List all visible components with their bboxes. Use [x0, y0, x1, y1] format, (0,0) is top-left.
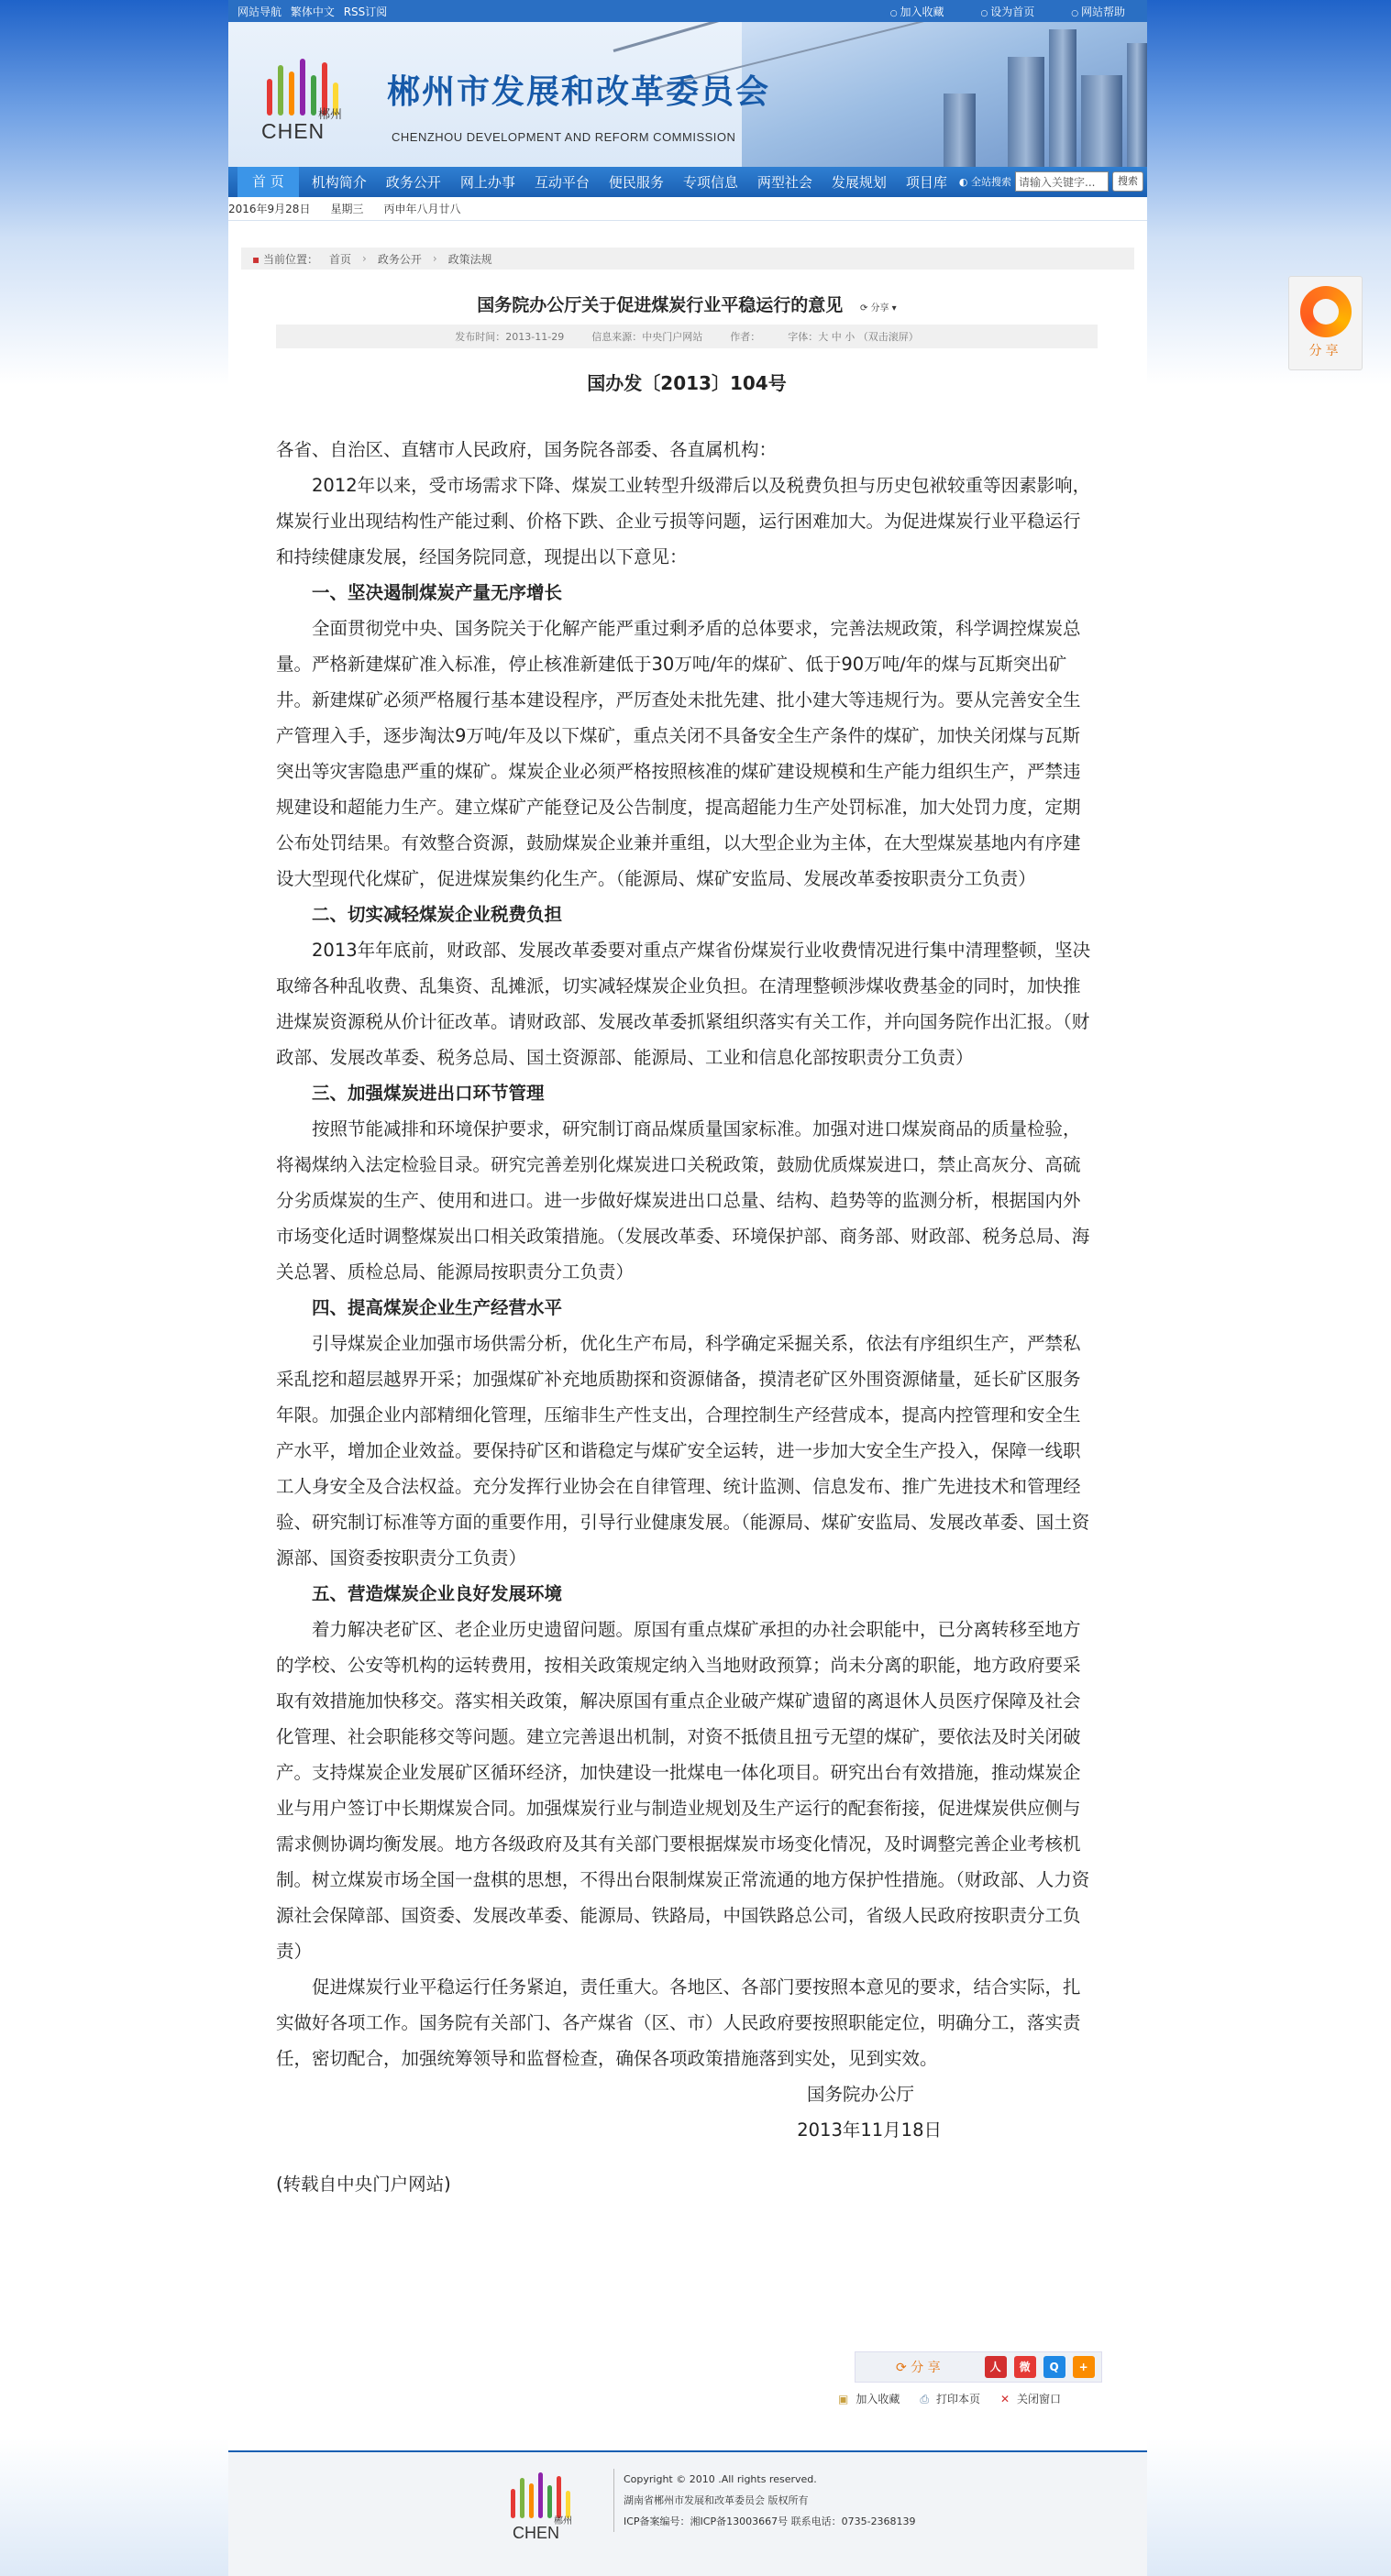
nav-about[interactable]: 机构简介: [311, 174, 367, 191]
meta-source: 信息来源：中央门户网站: [591, 331, 703, 343]
footer-logo-city: 郴州: [554, 2516, 572, 2526]
section-heading-5: 五、营造煤炭企业良好发展环境: [312, 1583, 563, 1604]
signer: 国务院办公厅: [806, 2084, 914, 2105]
tool-print[interactable]: ⎙ 打印本页: [920, 2393, 980, 2405]
banner-building: [1127, 43, 1147, 167]
header-banner: [228, 22, 1147, 167]
star-icon: ▣: [838, 2393, 849, 2405]
floating-share-label: 分享: [1308, 344, 1342, 358]
paragraph-4: 引导煤炭企业加强市场供需分析，优化生产布局，科学确定采掘关系，依法有序组织生产，严禁私采乱挖和超层越界开采；加强煤矿补充地质勘探和资源储备，摸清老矿区外围资源储量，延长矿区服务年限。加强企业内部精细化管理，压缩非生产性支出，合理控制生产经营成本，提高内控管理和安全生产水平，增加企业效益。要保持矿区和谐稳定与煤矿安全运转，进一步加大安全生产投入，保障一线职工人身安全及合法权益。充分发挥行业协会在自律管理、统计监测、信息发布、推广先进技术和管理经验、研究制订标准等方面的重要作用，引导行业健康发展。（能源局、煤矿安监局、发展改革委、国土资源部、国资委按职责分工负责）: [276, 1333, 1090, 1569]
nav-interaction[interactable]: 互动平台: [534, 174, 590, 191]
link-add-favorite[interactable]: ○ 加入收藏: [890, 4, 944, 19]
article-title: 国务院办公厅关于促进煤炭行业平稳运行的意见 ⟳ 分享 ▾: [477, 295, 897, 315]
nav-home[interactable]: 首 页: [237, 167, 299, 197]
breadcrumb-label: ▪ 当前位置：: [252, 252, 318, 266]
share-qq-icon[interactable]: Q: [1043, 2356, 1065, 2378]
top-right-links: [890, 4, 1138, 19]
tool-add-favorite[interactable]: ▣ 加入收藏: [838, 2393, 900, 2405]
breadcrumb-separator-icon: ›: [432, 252, 437, 265]
site-container: [228, 0, 1147, 2576]
title-share-button[interactable]: ⟳ 分享 ▾: [859, 303, 897, 314]
sign-date: 2013年11月18日: [797, 2119, 942, 2141]
link-help[interactable]: ○ 网站帮助: [1071, 4, 1125, 19]
nav-gov-affairs[interactable]: 政务公开: [385, 174, 441, 191]
meta-author: 作者：: [730, 331, 761, 343]
share-more-icon[interactable]: +: [1073, 2356, 1095, 2378]
nav-planning[interactable]: 发展规划: [831, 174, 887, 191]
search-label: ◐ 全站搜索: [958, 176, 1011, 188]
link-rss[interactable]: RSS订阅: [343, 5, 388, 18]
site-subtitle: CHENZHOU DEVELOPMENT AND REFORM COMMISSION: [392, 130, 736, 144]
paragraph-3: 按照节能减排和环境保护要求，研究制订商品煤质量国家标准。加强对进口煤炭商品的质量检验，将褐煤纳入法定检验目录。研究完善差别化煤炭进口关税政策，鼓励优质煤炭进口，禁止高灰分、高硫分劣质煤炭的生产、使用和进口。进一步做好煤炭进出口总量、结构、趋势等的监测分析，根据国内外市场变化适时调整煤炭出口相关政策措施。（发展改革委、环境保护部、商务部、财政部、税务总局、海关总署、质检总局、能源局按职责分工负责）: [276, 1118, 1090, 1282]
banner-building: [1081, 75, 1122, 167]
breadcrumb-home[interactable]: 首页: [328, 252, 351, 266]
section-heading-4: 四、提高煤炭企业生产经营水平: [312, 1297, 563, 1318]
banner-building: [944, 94, 976, 167]
banner-building: [1008, 57, 1044, 167]
date-bar: [228, 197, 1147, 221]
section-heading-3: 三、加强煤炭进出口环节管理: [312, 1083, 545, 1104]
article-body: [276, 432, 1098, 2202]
footer-copyright: Copyright © 2010 .All rights reserved.: [624, 2473, 817, 2485]
footer-text: [613, 2469, 916, 2532]
meta-date: 发布时间：2013-11-29: [455, 331, 565, 343]
site-logo[interactable]: [261, 59, 362, 150]
share-bar: [855, 2351, 1102, 2383]
nav-projects[interactable]: 项目库: [905, 174, 947, 191]
paragraph-5: 着力解决老矿区、老企业历史遗留问题。原国有重点煤矿承担的办社会职能中，已分离转移至地方的学校、公安等机构的运转费用，按相关政策规定纳入当地财政预算；尚未分离的职能，地方政府要采取有效措施加快移交。落实相关政策，解决原国有重点企业破产煤矿遗留的离退休人员医疗保障及社会化管理、社会职能移交等问题。建立完善退出机制，对资不抵债且扭亏无望的煤矿，要依法及时关闭破产。支持煤炭企业发展矿区循环经济，加快建设一批煤电一体化项目。研究出台有效措施，推动煤炭企业与用户签订中长期煤炭合同。加强煤炭行业与制造业规划及生产运行的配套衔接，促进煤炭供应侧与需求侧协调均衡发展。地方各级政府及其有关部门要根据煤炭市场变化情况，及时调整完善企业考核机制。树立煤炭市场全国一盘棋的思想，不得出台限制煤炭正常流通的地方保护性措施。（财政部、人力资源社会保障部、国资委、发展改革委、能源局、铁路局，中国铁路总公司，省级人民政府按职责分工负责）: [276, 1619, 1090, 1962]
salutation: 各省、自治区、直辖市人民政府，国务院各部委、各直属机构：: [276, 439, 778, 460]
section-heading-2: 二、切实减轻煤炭企业税费负担: [312, 904, 563, 925]
footer-logo-bars-icon: [511, 2472, 584, 2518]
location-icon: ▪: [252, 252, 260, 266]
nav-online-services[interactable]: 网上办事: [459, 174, 515, 191]
top-left-links: [237, 4, 392, 19]
lunar-date: 丙申年八月廿八: [383, 203, 461, 215]
footer-logo: [503, 2472, 595, 2544]
paragraph-2: 2013年年底前，财政部、发展改革委要对重点产煤省份煤炭行业收费情况进行集中清理整顿，坚决取缔各种乱收费、乱集资、乱摊派，切实减轻煤炭企业负担。在清理整顿涉煤收费基金的同时，加快推进煤炭资源税从价计征改革。请财政部、发展改革委抓紧组织落实有关工作，并向国务院作出汇报。（财政部、发展改革委、税务总局、国土资源部、能源局、工业和信息化部按职责分工负责）: [276, 940, 1091, 1068]
paragraph-intro: 2012年以来，受市场需求下降、煤炭工业转型升级滞后以及税费负担与历史包袱较重等因素影响，煤炭行业出现结构性产能过剩、价格下跌、企业亏损等问题，运行困难加大。为促进煤炭行业平稳运行和持续健康发展，经国务院同意，现提出以下意见：: [276, 475, 1091, 567]
repost-note: (转载自中央门户网站): [276, 2174, 451, 2195]
search-button[interactable]: 搜索: [1112, 171, 1143, 192]
share-button[interactable]: ⟳ 分 享: [896, 2361, 941, 2375]
site-title: 郴州市发展和改革委员会: [387, 73, 771, 111]
link-traditional[interactable]: 繁体中文: [290, 5, 335, 18]
site-search: [959, 171, 1143, 192]
breadcrumb: [241, 248, 1134, 270]
banner-building: [1049, 29, 1076, 167]
floating-share-button[interactable]: [1288, 276, 1363, 370]
article: [276, 292, 1098, 2202]
share-renren-icon[interactable]: 人: [985, 2356, 1007, 2378]
current-date: 2016年9月28日: [228, 203, 311, 215]
logo-city: 郴州: [318, 108, 343, 122]
share-weibo-icon[interactable]: 微: [1014, 2356, 1036, 2378]
paragraph-closing: 促进煤炭行业平稳运行任务紧迫，责任重大。各地区、各部门要按照本意见的要求，结合实际，扎实做好各项工作。国务院有关部门、各产煤省（区、市）人民政府要按照职能定位，明确分工，落实责任，密切配合，加强统筹领导和监督检查，确保各项政策措施落到实处，见到实效。: [276, 1976, 1081, 2069]
nav-special-info[interactable]: 专项信息: [682, 174, 738, 191]
link-set-home[interactable]: ○ 设为首页: [981, 4, 1035, 19]
top-links-bar: [228, 0, 1147, 22]
article-meta: [276, 325, 1098, 348]
footer: [228, 2450, 1147, 2576]
tool-close[interactable]: ✕ 关闭窗口: [999, 2393, 1062, 2405]
footer-icp: ICP备案编号：湘ICP备13003667号 联系电话：0735-2368139: [624, 2515, 916, 2527]
footer-logo-word: CHEN: [513, 2524, 560, 2542]
close-icon: ✕: [999, 2393, 1010, 2405]
share-logo-icon: [1300, 286, 1352, 337]
page-tools: [838, 2391, 1061, 2406]
meta-font-size[interactable]: 字体：大 中 小 （双击滚屏）: [788, 331, 919, 343]
link-site-nav[interactable]: 网站导航: [237, 5, 282, 18]
nav-public-services[interactable]: 便民服务: [608, 174, 664, 191]
document-number: 国办发〔2013〕104号: [587, 372, 787, 394]
logo-word: CHEN: [261, 119, 326, 143]
current-weekday: 星期三: [330, 203, 364, 215]
paragraph-1: 全面贯彻党中央、国务院关于化解产能严重过剩矛盾的总体要求，完善法规政策，科学调控煤炭总量。严格新建煤矿准入标准，停止核准新建低于30万吨/年的煤矿、低于90万吨/年的煤与瓦斯突出矿井。新建煤矿必须严格履行基本建设程序，严厉查处未批先建、批小建大等违规行为。要从完善安全生产管理入手，逐步淘汰9万吨/年及以下煤矿，重点关闭不具备安全生产条件的煤矿，加快关闭煤与瓦斯突出等灾害隐患严重的煤矿。煤炭企业必须严格按照核准的煤矿建设规模和生产能力组织生产，严禁违规建设和超能力生产。建立煤矿产能登记及公告制度，提高超能力生产处罚标准，加大处罚力度，定期公布处罚结果。有效整合资源，鼓励煤炭企业兼并重组，以大型企业为主体，在大型煤炭基地内有序建设大型现代化煤矿，促进煤炭集约化生产。（能源局、煤矿安监局、发展改革委按职责分工负责）: [276, 618, 1081, 889]
breadcrumb-policy[interactable]: 政策法规: [447, 252, 492, 266]
main-nav: [228, 167, 1147, 197]
footer-owner: 湖南省郴州市发展和改革委员会 版权所有: [624, 2494, 809, 2506]
breadcrumb-separator-icon: ›: [362, 252, 367, 265]
nav-two-type-society[interactable]: 两型社会: [756, 174, 812, 191]
breadcrumb-gov-affairs[interactable]: 政务公开: [377, 252, 422, 266]
search-input[interactable]: 请输入关键字...: [1015, 171, 1109, 192]
section-heading-1: 一、坚决遏制煤炭产量无序增长: [312, 582, 563, 603]
printer-icon: ⎙: [920, 2393, 929, 2405]
